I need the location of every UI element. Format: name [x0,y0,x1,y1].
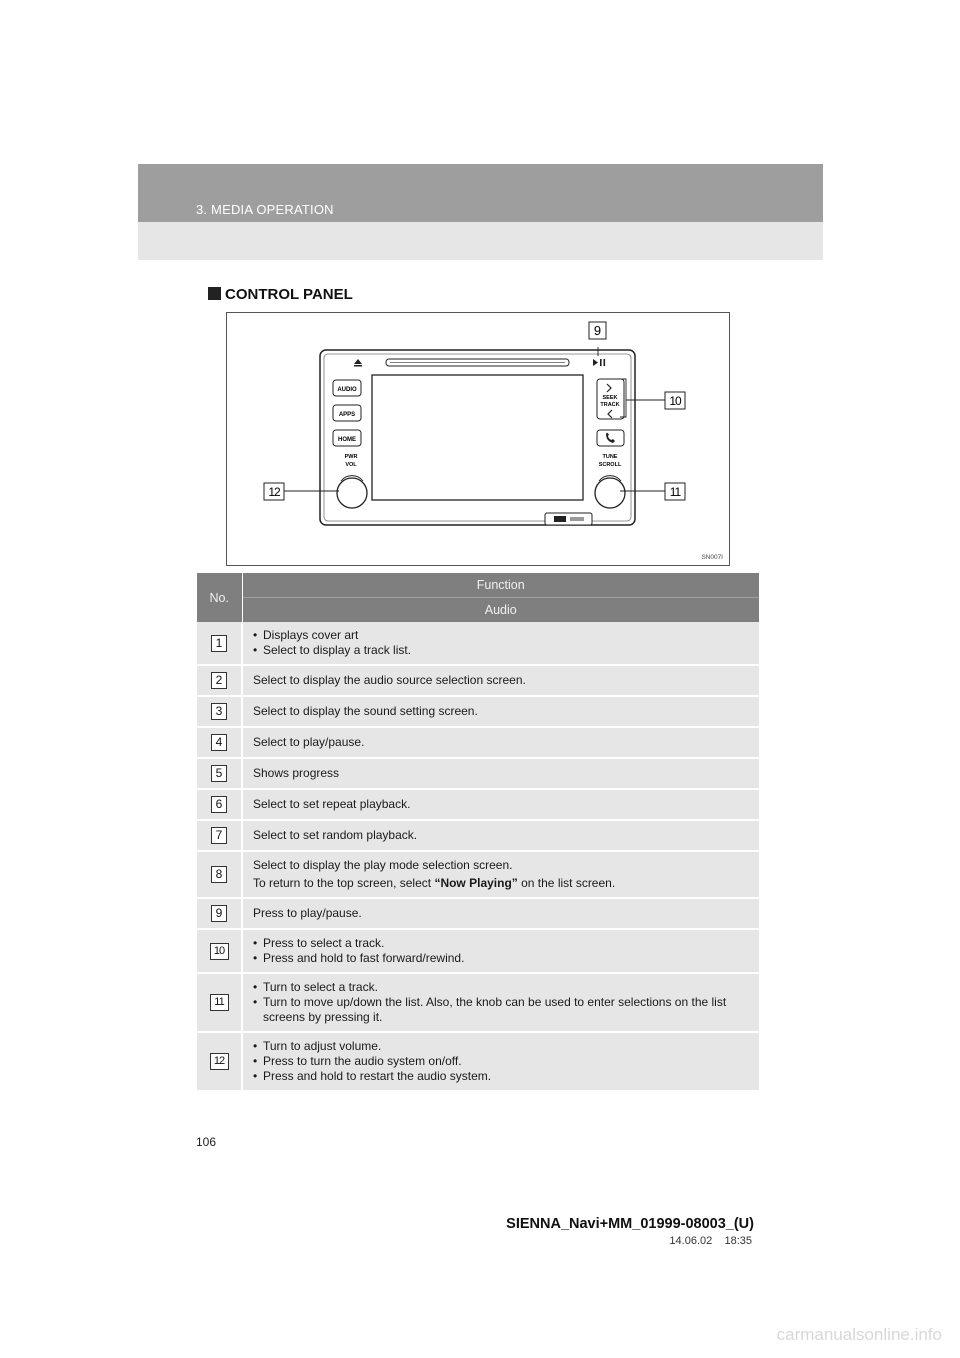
row-text: Select to display the sound setting screen. [242,696,759,727]
table-row [197,727,759,758]
phone-button [597,430,624,446]
vol-label: VOL [345,462,357,468]
apps-button-label: APPS [338,412,356,418]
row-text: Select to display the audio source selection screen. [242,665,759,696]
document-code: SIENNA_Navi+MM_01999-08003_(U) [506,1216,754,1232]
row-number: 3 [211,703,227,720]
row-text-pre: To return to the top screen, select [253,876,435,890]
media-slot [545,513,592,525]
table-row [197,789,759,820]
table-row [197,851,759,898]
tune-scroll-knob [595,478,625,508]
row-number: 2 [211,672,227,689]
row-bullet: • Turn to adjust volume. [253,1039,749,1054]
scroll-label: SCROLL [598,462,622,468]
col-audio-header: Audio [242,598,759,623]
row-text-post: on the list screen. [517,876,616,890]
track-label: TRACK [600,402,620,408]
table-row [197,898,759,929]
row-bullet: • Turn to select a track. [253,980,749,995]
table-row [197,758,759,789]
row-text-line2 [253,876,749,891]
section-label: 3. MEDIA OPERATION [196,202,334,217]
row-number: 1 [211,635,227,652]
col-function-header: Function [242,573,759,598]
tune-label: TUNE [602,454,618,460]
row-number: 9 [211,905,227,922]
section-heading [208,286,353,303]
table-row [197,665,759,696]
row-bullet: • Turn to move up/down the list. Also, the knob can be used to enter selections on the list screens by pressing it. [253,995,749,1025]
page-number: 106 [196,1135,217,1149]
table-row [197,929,759,973]
row-number: 5 [211,765,227,782]
table-row [197,696,759,727]
row-bullet: • Displays cover art [253,628,749,643]
display-screen [372,375,583,500]
row-text: Shows progress [242,758,759,789]
row-bullet: • Select to display a track list. [253,643,749,658]
header-top-bar [138,164,823,222]
table-row [197,973,759,1032]
row-bullet: • Press to turn the audio system on/off. [253,1054,749,1069]
document-date: 14.06.02 18:35 [669,1235,752,1247]
col-no-header: No. [197,573,242,622]
row-bullet: • Press to select a track. [253,936,749,951]
row-number: 10 [210,943,229,960]
header-band [138,164,823,260]
row-number: 6 [211,796,227,813]
table-row [197,1032,759,1091]
callout-9-label: 9 [593,323,602,338]
row-number: 7 [211,827,227,844]
row-bullet: • Press and hold to fast forward/rewind. [253,951,749,966]
square-bullet-icon [208,287,221,300]
callout-10-label: 10 [669,394,681,408]
row-text: Select to display the play mode selection screen. [253,858,513,872]
figure-code: SN007I [701,554,723,561]
row-number: 4 [211,734,227,751]
table-row [197,820,759,851]
watermark: carmanualsonline.info [776,1325,942,1344]
row-number: 12 [210,1053,229,1070]
now-playing-label: “Now Playing” [434,876,518,890]
row-text: Select to set random playback. [242,820,759,851]
table-row [197,622,759,665]
media-slot-logo [554,516,566,522]
callout-12-label: 12 [268,485,280,499]
row-number: 8 [211,866,227,883]
callout-11-label: 11 [669,485,681,499]
control-panel-illustration [227,313,729,565]
row-text: Select to play/pause. [242,727,759,758]
heading-text: CONTROL PANEL [225,286,353,303]
control-panel-figure [226,312,730,566]
audio-button-label: AUDIO [337,387,357,393]
row-text: Press to play/pause. [242,898,759,929]
pwr-vol-knob [337,478,367,508]
row-text: Select to set repeat playback. [242,789,759,820]
seek-label: SEEK [602,395,618,401]
row-number: 11 [210,994,229,1011]
pwr-label: PWR [344,454,358,460]
media-slot-text [570,517,584,521]
row-bullet: • Press and hold to restart the audio system. [253,1069,749,1084]
home-button-label: HOME [338,437,356,443]
function-table [197,573,759,1092]
